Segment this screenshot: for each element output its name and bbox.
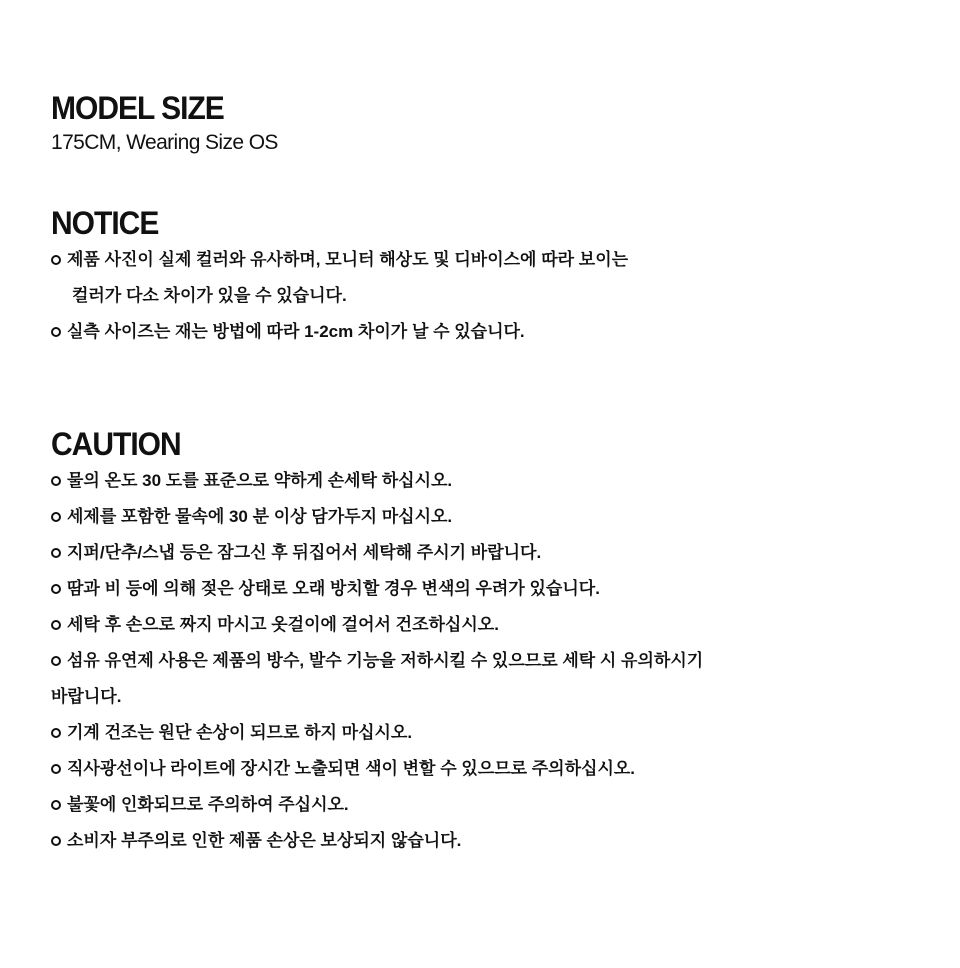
caution-item-text: 직사광선이나 라이트에 장시간 노출되면 색이 변할 수 있으므로 주의하십시오. <box>67 759 636 778</box>
model-size-section <box>51 92 931 156</box>
notice-section <box>51 207 931 359</box>
caution-item-text: 바랍니다. <box>51 687 122 706</box>
caution-item <box>51 508 931 526</box>
caution-item <box>51 544 931 562</box>
caution-heading: CAUTION <box>51 426 181 463</box>
circle-bullet-icon <box>51 327 61 337</box>
caution-item-text: 불꽃에 인화되므로 주의하여 주십시오. <box>67 795 349 814</box>
circle-bullet-icon <box>51 728 61 738</box>
caution-item-text: 섬유 유연제 사용은 제품의 방수, 발수 기능을 저하시킬 수 있으므로 세탁 시 유의하시기 <box>67 651 704 670</box>
model-size-heading: MODEL SIZE <box>51 90 224 127</box>
caution-item <box>51 616 931 634</box>
notice-heading: NOTICE <box>51 205 159 242</box>
caution-item-continuation <box>51 688 931 706</box>
notice-item <box>51 251 931 269</box>
caution-item-text: 물의 온도 30 도를 표준으로 약하게 손세탁 하십시오. <box>67 471 453 490</box>
notice-item-text: 제품 사진이 실제 컬러와 유사하며, 모니터 해상도 및 디바이스에 따라 보이는 <box>67 250 629 269</box>
circle-bullet-icon <box>51 800 61 810</box>
notice-item-continuation <box>51 287 931 305</box>
circle-bullet-icon <box>51 512 61 522</box>
caution-item <box>51 724 931 742</box>
circle-bullet-icon <box>51 255 61 265</box>
caution-item <box>51 760 931 778</box>
notice-list <box>51 251 931 341</box>
notice-item <box>51 323 931 341</box>
caution-item-text: 지퍼/단추/스냅 등은 잠그신 후 뒤집어서 세탁해 주시기 바랍니다. <box>67 543 542 562</box>
circle-bullet-icon <box>51 548 61 558</box>
caution-item <box>51 580 931 598</box>
notice-item-text: 컬러가 다소 차이가 있을 수 있습니다. <box>72 286 347 305</box>
notice-item-text: 실측 사이즈는 재는 방법에 따라 1-2cm 차이가 날 수 있습니다. <box>67 322 525 341</box>
caution-item <box>51 652 931 670</box>
circle-bullet-icon <box>51 656 61 666</box>
circle-bullet-icon <box>51 620 61 630</box>
caution-list <box>51 472 931 850</box>
caution-section <box>51 428 931 868</box>
circle-bullet-icon <box>51 836 61 846</box>
caution-item <box>51 472 931 490</box>
caution-item-text: 기계 건조는 원단 손상이 되므로 하지 마십시오. <box>67 723 413 742</box>
circle-bullet-icon <box>51 476 61 486</box>
caution-item <box>51 832 931 850</box>
circle-bullet-icon <box>51 584 61 594</box>
caution-item-text: 세탁 후 손으로 짜지 마시고 옷걸이에 걸어서 건조하십시오. <box>67 615 499 634</box>
model-size-text: 175CM, Wearing Size OS <box>51 131 278 154</box>
circle-bullet-icon <box>51 764 61 774</box>
caution-item-text: 소비자 부주의로 인한 제품 손상은 보상되지 않습니다. <box>67 831 462 850</box>
caution-item <box>51 796 931 814</box>
caution-item-text: 땀과 비 등에 의해 젖은 상태로 오래 방치할 경우 변색의 우려가 있습니다. <box>67 579 600 598</box>
caution-item-text: 세제를 포함한 물속에 30 분 이상 담가두지 마십시오. <box>67 507 453 526</box>
